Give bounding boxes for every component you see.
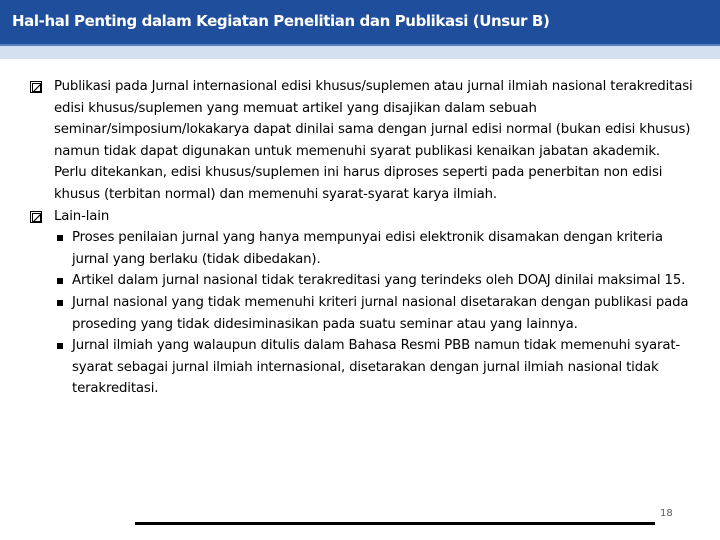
checkbox-icon — [30, 211, 42, 223]
title-bar — [0, 0, 720, 46]
subitem-text: Jurnal ilmiah yang walaupun ditulis dalam Bahasa Resmi PBB namun tidak memenuhi syarat-syarat sebagai jurnal ilmiah internasional, disetarakan dengan jurnal ilmiah nasional tidak terakreditasi. — [72, 338, 681, 397]
slide-content — [14, 76, 696, 400]
list-item — [14, 76, 696, 206]
sub-list-item — [14, 227, 696, 270]
square-bullet-icon — [57, 278, 63, 284]
page-number: 18 — [660, 508, 673, 519]
subitem-text: Proses penilaian jurnal yang hanya mempunyai edisi elektronik disamakan dengan kriteria jurnal yang berlaku (tidak dibedakan). — [72, 230, 663, 267]
item-text: Publikasi pada Jurnal internasional edisi khusus/suplemen atau jurnal ilmiah nasional terakreditasi edisi khusus/suplemen yang memuat artikel yang disajikan dalam sebuah seminar/simposium/lokakarya dapat dinilai sama dengan jurnal edisi normal (bukan edisi khusus) namun tidak dapat digunakan untuk memenuhi syarat publikasi kenaikan jabatan akademik. Perlu ditekankan, edisi khusus/suplemen ini harus diproses seperti pada penerbitan non edisi khusus (terbitan normal) dan memenuhi syarat-syarat karya ilmiah. — [54, 79, 693, 202]
sub-list-item — [14, 270, 696, 292]
list-item — [14, 206, 696, 228]
sub-list-item — [14, 292, 696, 335]
square-bullet-icon — [57, 300, 63, 306]
item-text: Lain-lain — [54, 208, 110, 224]
square-bullet-icon — [57, 343, 63, 349]
square-bullet-icon — [57, 235, 63, 241]
sub-list-item — [14, 335, 696, 400]
subitem-text: Artikel dalam jurnal nasional tidak terakreditasi yang terindeks oleh DOAJ dinilai maksimal 15. — [72, 273, 686, 289]
checkbox-icon — [30, 81, 42, 93]
subitem-text: Jurnal nasional yang tidak memenuhi kriteri jurnal nasional disetarakan dengan publikasi pada proseding yang tidak didesiminasikan pada suatu seminar atau yang lainnya. — [72, 294, 689, 332]
footer-divider — [135, 522, 655, 525]
slide-title: Hal-hal Penting dalam Kegiatan Penelitian dan Publikasi (Unsur B) — [12, 12, 550, 30]
title-underbar — [0, 46, 720, 59]
